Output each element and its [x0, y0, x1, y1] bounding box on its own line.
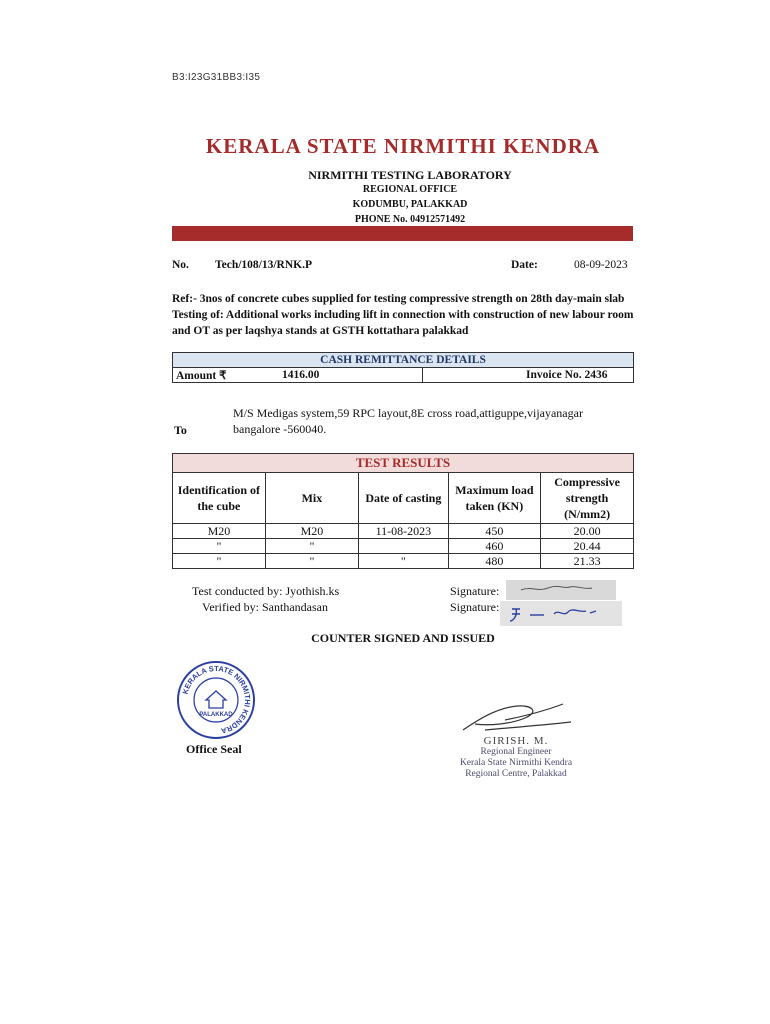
table-row — [173, 539, 634, 554]
office-seal-label: Office Seal — [186, 742, 242, 756]
lab-name: NIRMITHI TESTING LABORATORY — [308, 168, 512, 182]
to-label: To — [174, 423, 187, 437]
column-header: Mix — [265, 473, 358, 524]
phone-line: PHONE No. 04912571492 — [354, 214, 466, 225]
office-seal — [176, 660, 256, 740]
table-row — [173, 524, 634, 539]
column-header: Identification of the cube — [173, 473, 266, 524]
seal-center-text: PALAKKAD — [199, 712, 233, 718]
test-conducted-by: Test conducted by: Jyothish.ks — [192, 584, 340, 598]
organization-title: KERALA STATE NIRMITHI KENDRA — [205, 134, 601, 158]
date-value: 08-09-2023 — [574, 259, 628, 271]
reference-block — [172, 291, 634, 339]
table-cell: M20 — [265, 524, 358, 539]
signature-image-2 — [500, 601, 622, 626]
verified-by: Verified by: Santhandasan — [202, 600, 328, 614]
table-cell: " — [359, 554, 448, 569]
column-header: Maximum load taken (KN) — [448, 473, 541, 524]
table-cell: 20.00 — [541, 524, 634, 539]
document-code: B3:I23G31BB3:I35 — [172, 72, 261, 83]
engineer-centre: Regional Centre, Palakkad — [465, 769, 567, 779]
header-divider-bar — [172, 226, 633, 241]
table-row — [173, 554, 634, 569]
table-cell: 11-08-2023 — [359, 524, 448, 539]
signature-image-1 — [506, 580, 616, 600]
cash-remittance-table — [172, 352, 634, 383]
engineer-signature — [455, 700, 575, 740]
amount-value: 1416.00 — [279, 368, 423, 383]
reference-number: Tech/108/13/RNK.P — [215, 259, 313, 271]
recipient-address: M/S Medigas system,59 RPC layout,8E cross road,attiguppe,vijayanagar bangalore -560040. — [233, 406, 583, 436]
office-line: REGIONAL OFFICE — [362, 184, 458, 195]
seal-ring-text: KERALA STATE NIRMITHI KENDRA — [180, 663, 253, 736]
table-cell: 480 — [448, 554, 541, 569]
svg-text:KERALA STATE NIRMITHI KENDRA — [181, 664, 252, 736]
engineer-organization: Kerala State Nirmithi Kendra — [459, 758, 573, 768]
counter-signed-heading: COUNTER SIGNED AND ISSUED — [311, 631, 495, 645]
column-header: Date of casting — [359, 473, 448, 524]
table-cell: 450 — [448, 524, 541, 539]
engineer-name: GIRISH. M. — [483, 735, 549, 747]
engineer-title: Regional Engineer — [480, 747, 552, 757]
address-line: KODUMBU, PALAKKAD — [352, 199, 468, 210]
amount-label: Amount ₹ — [173, 368, 280, 383]
date-label: Date: — [511, 259, 538, 271]
signature-label: Signature: — [450, 584, 500, 598]
results-header-row — [173, 473, 634, 524]
table-cell: 21.33 — [541, 554, 634, 569]
table-cell: 460 — [448, 539, 541, 554]
table-cell: " — [265, 554, 358, 569]
signature-scribble-icon — [500, 601, 622, 626]
table-cell: " — [265, 539, 358, 554]
test-results-table — [172, 453, 634, 569]
table-cell: " — [173, 539, 266, 554]
table-cell: " — [173, 554, 266, 569]
signature-label: Signature: — [450, 600, 500, 614]
engineer-signature-scribble-icon — [455, 700, 575, 740]
table-cell: M20 — [173, 524, 266, 539]
testing-of-text: Testing of: Additional works including lift in connection with construction of new labour room and OT as per laqshya stands at GSTH kottathara palakkad — [172, 309, 634, 337]
column-header: Compressive strength (N/mm2) — [541, 473, 634, 524]
test-results-title: TEST RESULTS — [173, 454, 634, 473]
invoice-number: Invoice No. 2436 — [423, 368, 634, 383]
table-cell — [359, 539, 448, 554]
reference-text: Ref:- 3nos of concrete cubes supplied for testing compressive strength on 28th day-main slab — [172, 293, 625, 305]
engineer-stamp — [446, 736, 586, 780]
cash-remittance-title: CASH REMITTANCE DETAILS — [173, 353, 634, 368]
number-label: No. — [172, 259, 189, 271]
office-seal-stamp-icon — [176, 660, 256, 740]
table-cell: 20.44 — [541, 539, 634, 554]
signature-scribble-icon — [506, 580, 616, 600]
